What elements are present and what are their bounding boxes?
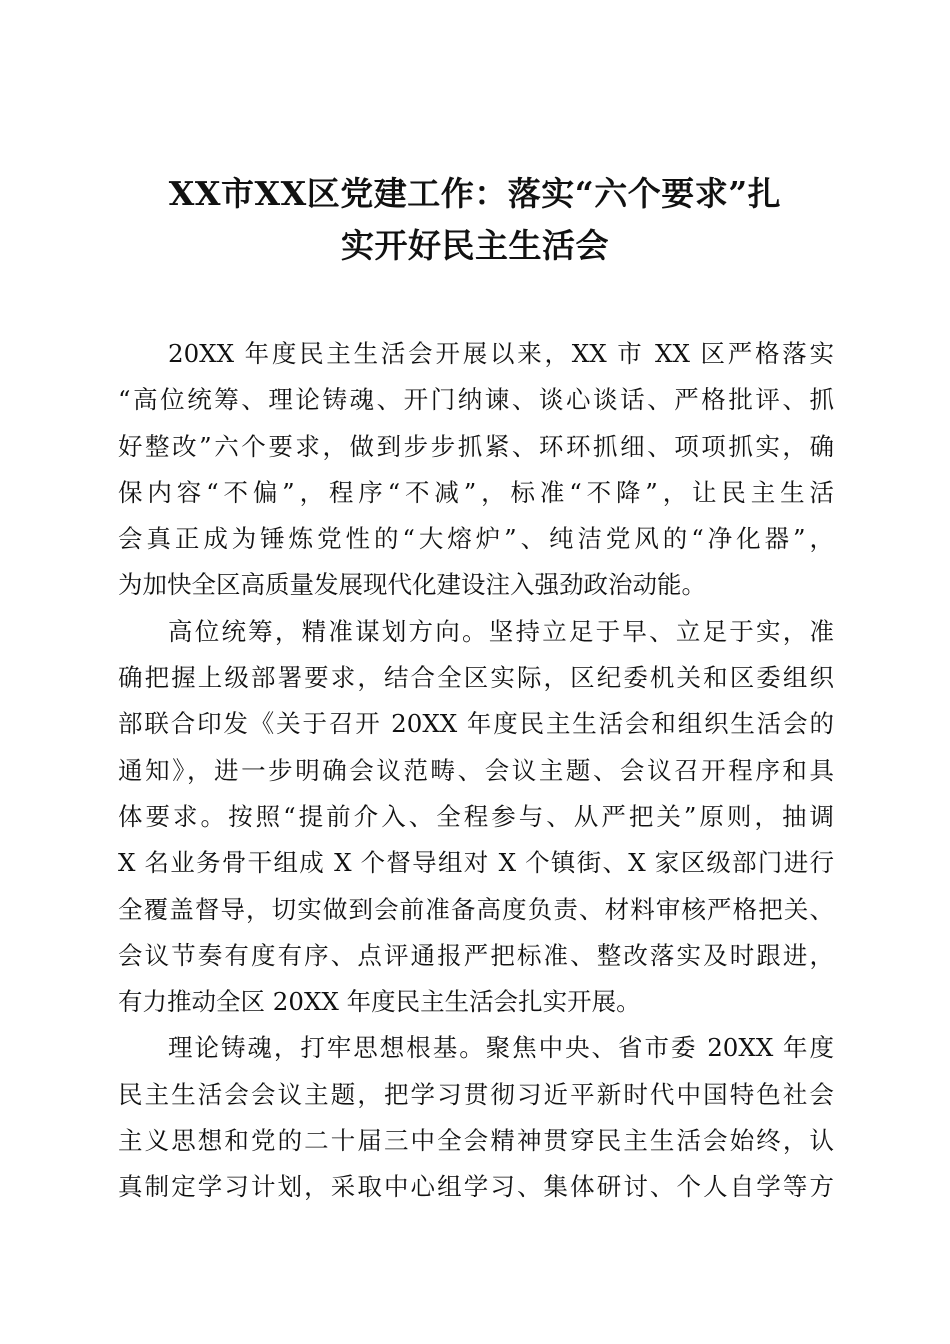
paragraph-intro [118, 331, 834, 609]
paragraph-line: 真制定学习计划，采取中心组学习、集体研讨、个人自学等方 [118, 1172, 834, 1202]
paragraph-line: 高位统筹，精准谋划方向。坚持立足于早、立足于实，准 [168, 616, 834, 646]
title-line-2: 实开好民主生活会 [341, 226, 609, 265]
paragraph-line: 好整改”六个要求，做到步步抓紧、环环抓细、项项抓实，确 [118, 431, 834, 461]
paragraph-line: 为加快全区高质量发展现代化建设注入强劲政治动能。 [118, 570, 706, 600]
paragraph-line: 通知》，进一步明确会议范畴、会议主题、会议召开程序和具 [118, 755, 834, 785]
paragraph-line: “高位统筹、理论铸魂、开门纳谏、谈心谈话、严格批评、抓 [118, 385, 834, 415]
paragraph-high-level-coordination [118, 609, 834, 1026]
paragraph-line: 有力推动全区 20XX 年度民主生活会扎实开展。 [118, 987, 641, 1017]
title-line-1: XX市XX区党建工作：落实“六个要求”扎 [168, 174, 782, 213]
paragraph-line: 民主生活会会议主题，把学习贯彻习近平新时代中国特色社会 [118, 1079, 834, 1109]
paragraph-line: 理论铸魂，打牢思想根基。聚焦中央、省市委 20XX 年度 [168, 1033, 834, 1063]
paragraph-line: 20XX 年度民主生活会开展以来，XX 市 XX 区严格落实 [168, 339, 834, 368]
paragraph-line: 部联合印发《关于召开 20XX 年度民主生活会和组织生活会的 [118, 709, 834, 739]
paragraph-line: 确把握上级部署要求，结合全区实际，区纪委机关和区委组织 [118, 663, 834, 693]
paragraph-line: 保内容“不偏”，程序“不减”，标准“不降”，让民主生活 [118, 477, 834, 507]
paragraph-line: 主义思想和党的二十届三中全会精神贯穿民主生活会始终，认 [118, 1126, 834, 1156]
document-body [118, 331, 834, 1211]
paragraph-line: 体要求。按照“提前介入、全程参与、从严把关”原则，抽调 [118, 801, 834, 831]
paragraph-line: X 名业务骨干组成 X 个督导组对 X 个镇街、X 家区级部门进行 [118, 848, 834, 878]
paragraph-line: 会真正成为锤炼党性的“大熔炉”、纯洁党风的“净化器”， [118, 524, 834, 554]
document-title [118, 168, 832, 272]
paragraph-theory [118, 1025, 834, 1210]
paragraph-line: 会议节奏有度有序、点评通报严把标准、整改落实及时跟进， [118, 940, 834, 970]
paragraph-line: 全覆盖督导，切实做到会前准备高度负责、材料审核严格把关、 [118, 894, 834, 924]
